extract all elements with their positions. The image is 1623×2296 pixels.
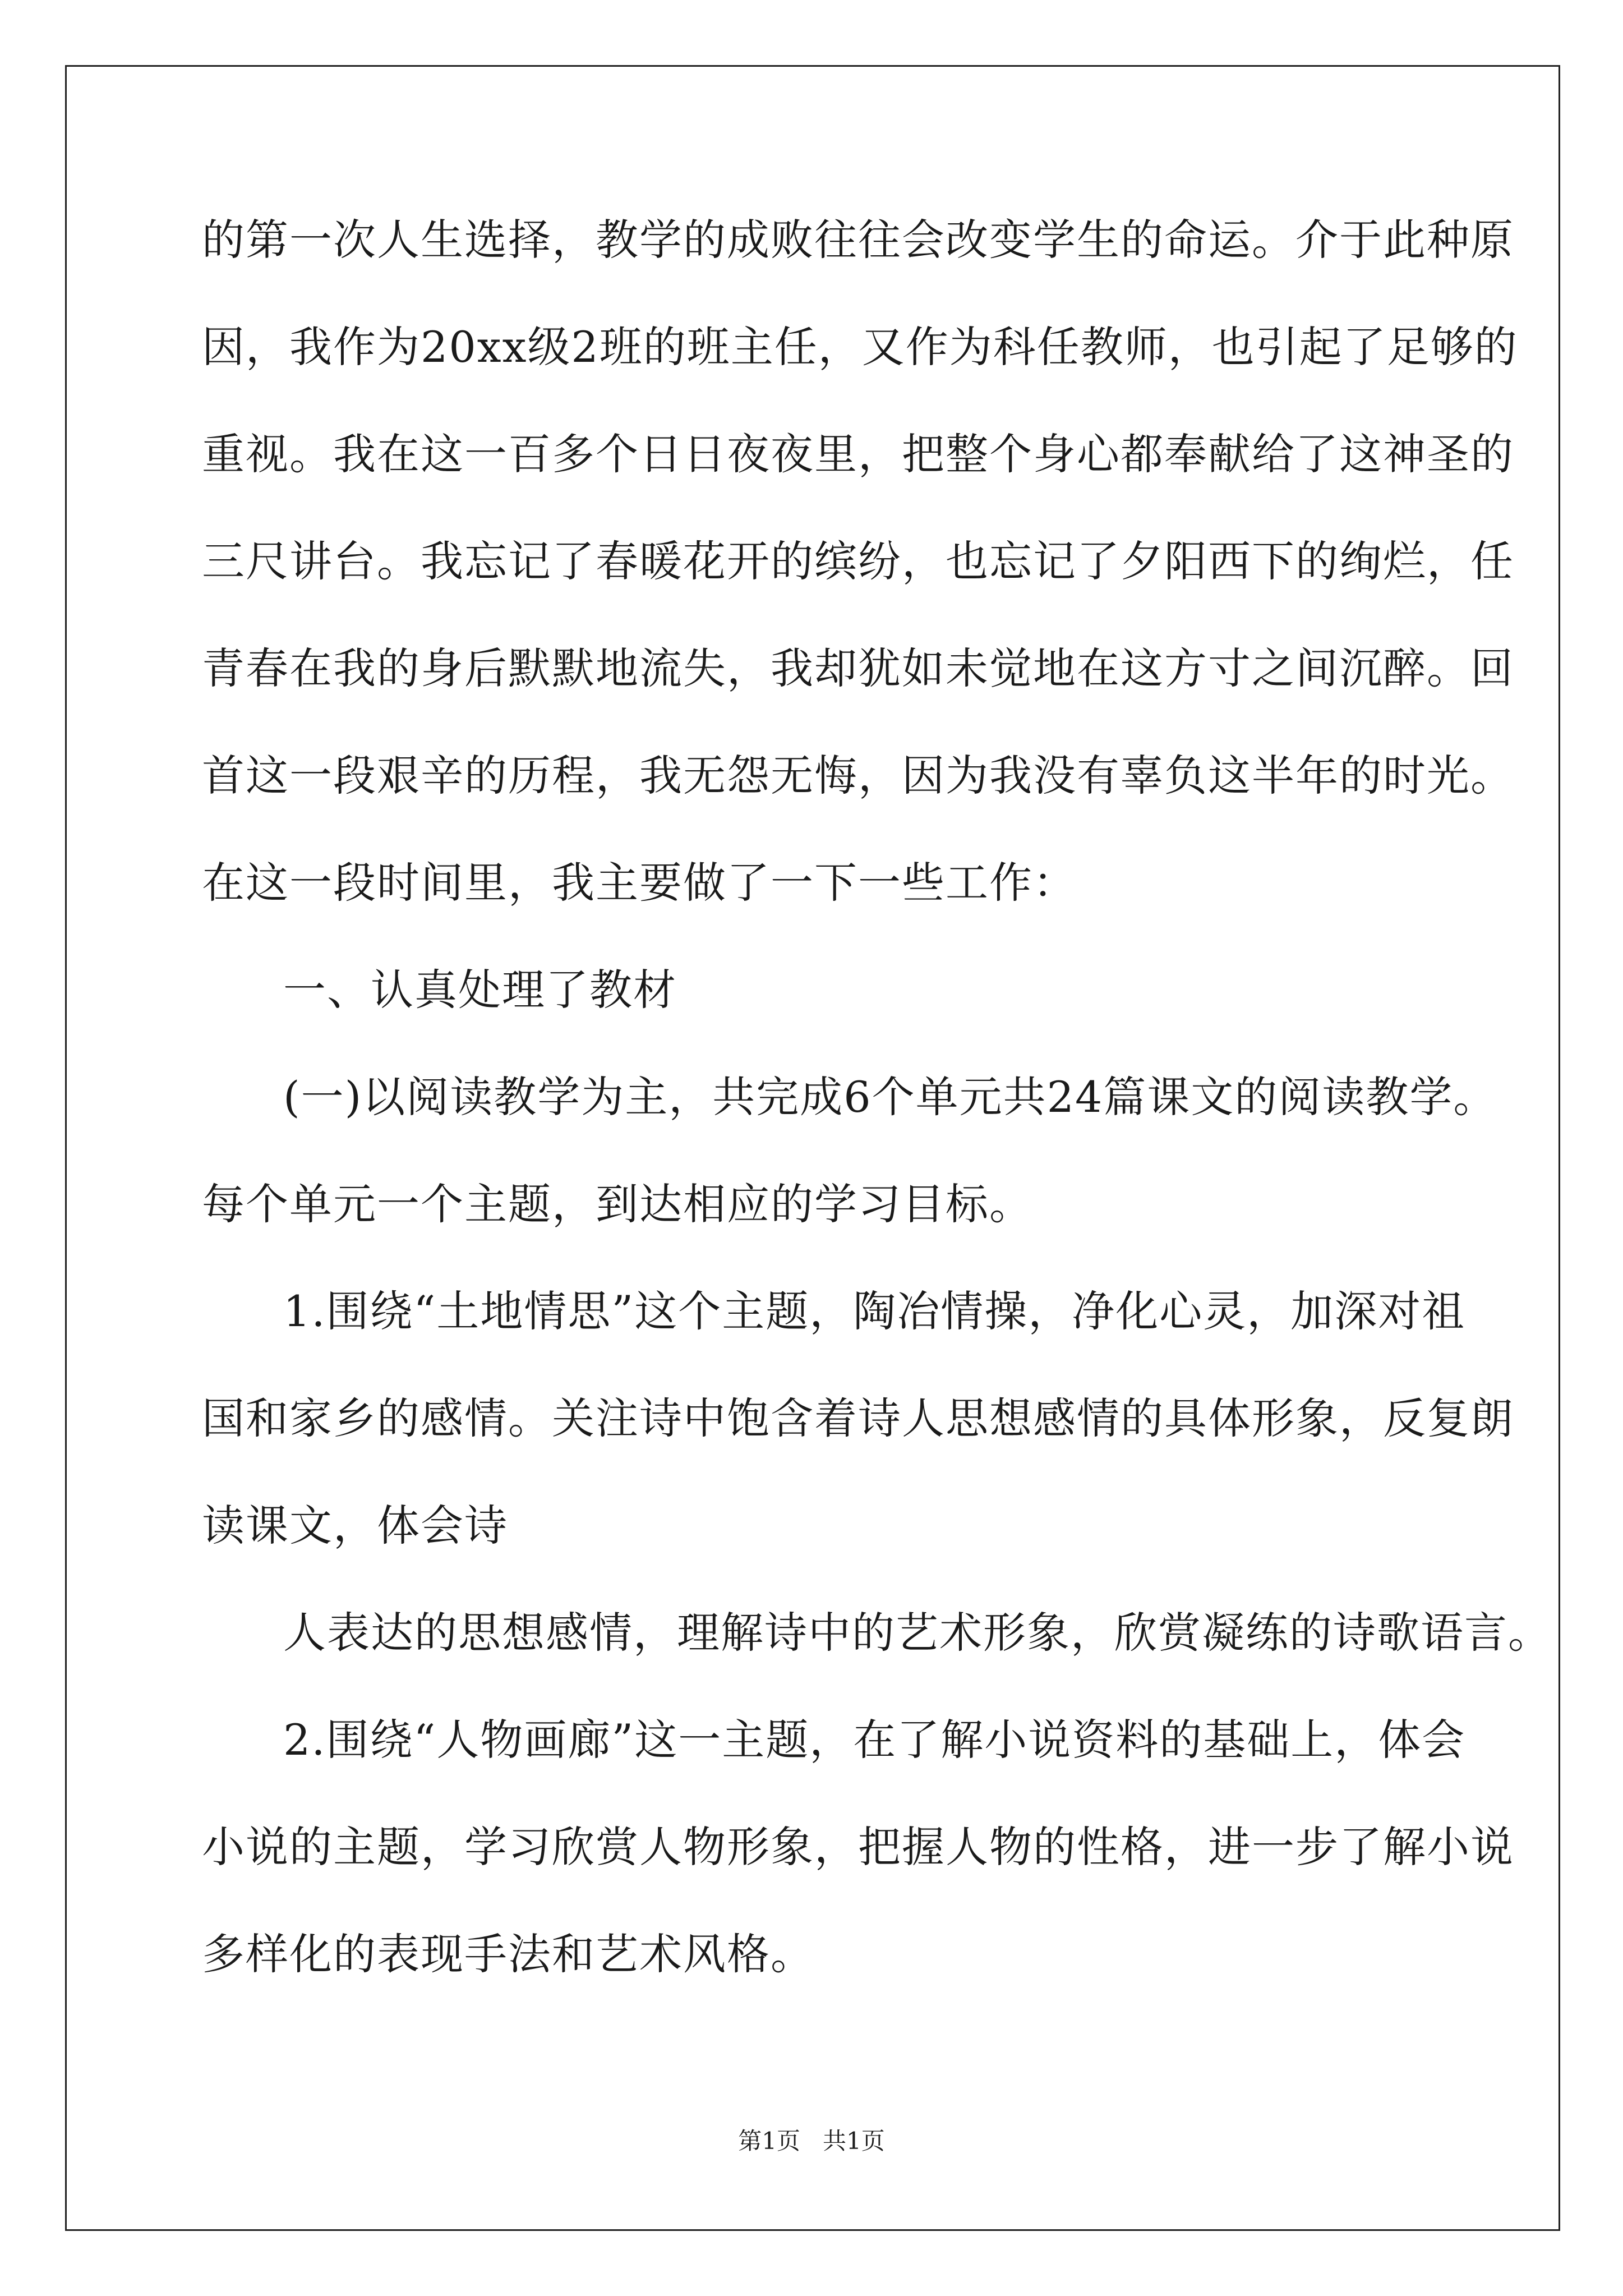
text-line: (一)以阅读教学为主，共完成6个单元共24篇课文的阅读教学。 <box>283 1072 1497 1122</box>
text-line: 1.围绕“土地情思”这个主题，陶冶情操，净化心灵，加深对祖 <box>283 1286 1466 1336</box>
text-line: 三尺讲台。我忘记了春暖花开的缤纷，也忘记了夕阳西下的绚烂，任 <box>202 536 1514 586</box>
text-line: 首这一段艰辛的历程，我无怨无悔，因为我没有辜负这半年的时光。 <box>202 751 1514 800</box>
text-line: 每个单元一个主题，到达相应的学习目标。 <box>202 1179 1033 1229</box>
text-line: 国和家乡的感情。关注诗中饱含着诗人思想感情的具体形象，反复朗 <box>202 1393 1514 1443</box>
text-line: 人表达的思想感情，理解诗中的艺术形象，欣赏凝练的诗歌语言。 <box>283 1608 1552 1658</box>
text-line: 重视。我在这一百多个日日夜夜里，把整个身心都奉献给了这神圣的 <box>202 429 1514 479</box>
text-line: 在这一段时间里，我主要做了一下一些工作： <box>202 858 1077 908</box>
text-line: 的第一次人生选择，教学的成败往往会改变学生的命运。介于此种原 <box>202 215 1514 265</box>
text-line: 因，我作为20xx级2班的班主任，又作为科任教师，也引起了足够的 <box>202 322 1518 372</box>
page-footer: 第1页 共1页 <box>738 2127 885 2155</box>
text-line: 2.围绕“人物画廊”这一主题，在了解小说资料的基础上，体会 <box>283 1715 1466 1765</box>
text-line: 读课文，体会诗 <box>202 1501 508 1550</box>
text-line: 小说的主题，学习欣赏人物形象，把握人物的性格，进一步了解小说 <box>202 1822 1514 1872</box>
text-line: 一、认真处理了教材 <box>283 965 677 1015</box>
text-line: 青春在我的身后默默地流失，我却犹如未觉地在这方寸之间沉醉。回 <box>202 643 1514 693</box>
text-line: 多样化的表现手法和艺术风格。 <box>202 1929 814 1979</box>
document-body <box>202 213 1552 2035</box>
